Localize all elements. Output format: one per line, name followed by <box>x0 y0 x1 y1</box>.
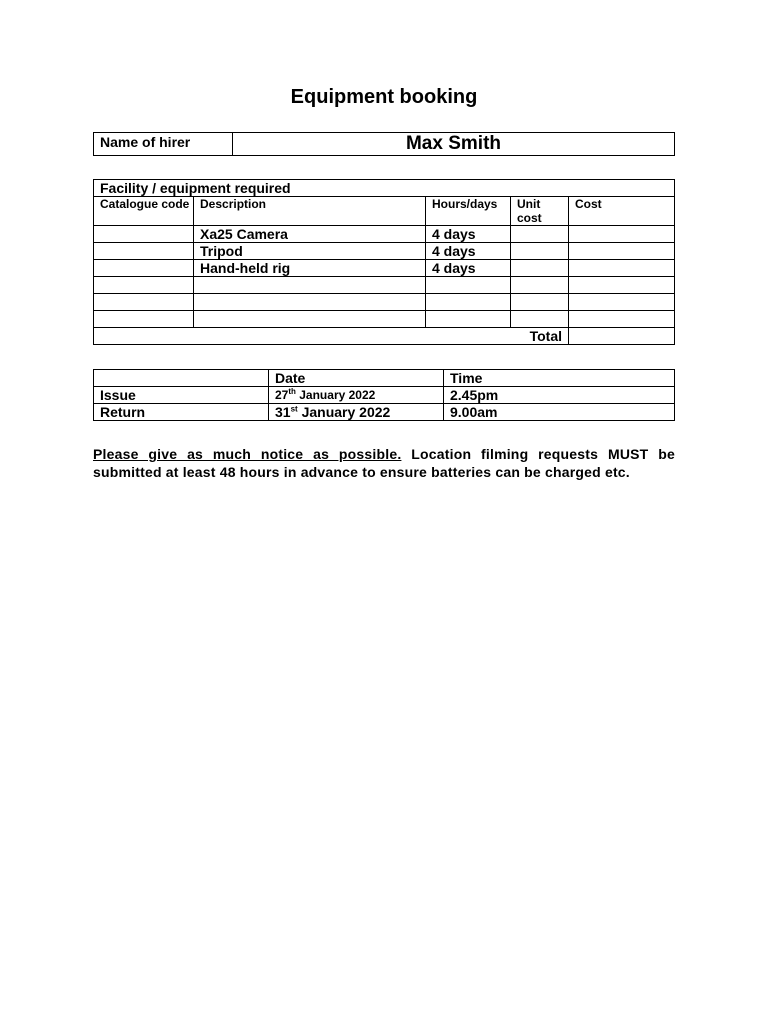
table-row <box>94 260 675 277</box>
unit-cost-cell[interactable] <box>511 226 569 243</box>
description-cell[interactable]: Tripod <box>194 243 426 260</box>
cost-cell[interactable] <box>569 311 675 328</box>
table-row <box>94 294 675 311</box>
table-row <box>94 277 675 294</box>
issue-row <box>94 387 675 404</box>
cost-cell[interactable] <box>569 260 675 277</box>
notice-emphasis: Please give as much notice as possible. <box>93 446 402 462</box>
return-row <box>94 404 675 421</box>
cost-cell[interactable] <box>569 277 675 294</box>
cost-cell[interactable] <box>569 243 675 260</box>
table-row <box>94 226 675 243</box>
description-cell[interactable]: Hand-held rig <box>194 260 426 277</box>
issue-month-year: January 2022 <box>295 388 376 402</box>
header-hours-days: Hours/days <box>426 197 511 226</box>
duration-cell[interactable]: 4 days <box>426 226 511 243</box>
description-cell[interactable]: Xa25 Camera <box>194 226 426 243</box>
schedule-table <box>93 369 675 421</box>
cost-cell[interactable] <box>569 226 675 243</box>
booking-notice <box>93 445 675 481</box>
issue-label: Issue <box>94 387 269 404</box>
return-day-suffix: st <box>290 404 298 414</box>
issue-day-suffix: th <box>288 387 296 396</box>
header-description: Description <box>194 197 426 226</box>
catalogue-code-cell[interactable] <box>94 311 194 328</box>
description-cell[interactable] <box>194 311 426 328</box>
equipment-header-row <box>94 197 675 226</box>
table-row <box>94 311 675 328</box>
unit-cost-cell[interactable] <box>511 277 569 294</box>
catalogue-code-cell[interactable] <box>94 277 194 294</box>
unit-cost-cell[interactable] <box>511 311 569 328</box>
unit-cost-cell[interactable] <box>511 260 569 277</box>
catalogue-code-cell[interactable] <box>94 260 194 277</box>
unit-cost-cell[interactable] <box>511 243 569 260</box>
table-row <box>94 243 675 260</box>
notice-text: Location filming requests MUST be submitted at least 48 hours in advance to ensure batteries can be charged etc. <box>93 446 675 480</box>
equipment-section-row <box>94 180 675 197</box>
unit-cost-cell[interactable] <box>511 294 569 311</box>
return-time-field[interactable]: 9.00am <box>444 404 675 421</box>
catalogue-code-cell[interactable] <box>94 294 194 311</box>
duration-cell[interactable]: 4 days <box>426 260 511 277</box>
hirer-table <box>93 132 675 156</box>
return-day: 31 <box>275 404 291 420</box>
schedule-corner-cell <box>94 370 269 387</box>
header-time: Time <box>444 370 675 387</box>
return-label: Return <box>94 404 269 421</box>
total-value-cell[interactable] <box>569 328 675 345</box>
equipment-table <box>93 179 675 345</box>
header-catalogue-code: Catalogue code <box>94 197 194 226</box>
duration-cell[interactable]: 4 days <box>426 243 511 260</box>
header-cost: Cost <box>569 197 675 226</box>
catalogue-code-cell[interactable] <box>94 243 194 260</box>
hirer-row <box>94 133 675 156</box>
duration-cell[interactable] <box>426 277 511 294</box>
total-label: Total <box>94 328 569 345</box>
duration-cell[interactable] <box>426 294 511 311</box>
hirer-name-field[interactable]: Max Smith <box>233 133 675 156</box>
hirer-label: Name of hirer <box>94 133 233 156</box>
duration-cell[interactable] <box>426 311 511 328</box>
description-cell[interactable] <box>194 277 426 294</box>
equipment-section-title: Facility / equipment required <box>94 180 675 197</box>
total-row <box>94 328 675 345</box>
issue-day: 27 <box>275 388 289 402</box>
header-date: Date <box>269 370 444 387</box>
return-month-year: January 2022 <box>297 404 391 420</box>
issue-time-field[interactable]: 2.45pm <box>444 387 675 404</box>
catalogue-code-cell[interactable] <box>94 226 194 243</box>
return-date-field[interactable] <box>269 404 444 421</box>
page-title: Equipment booking <box>290 86 478 108</box>
schedule-header-row <box>94 370 675 387</box>
issue-date-field[interactable] <box>269 387 444 404</box>
cost-cell[interactable] <box>569 294 675 311</box>
description-cell[interactable] <box>194 294 426 311</box>
header-unit-cost: Unit cost <box>511 197 569 226</box>
